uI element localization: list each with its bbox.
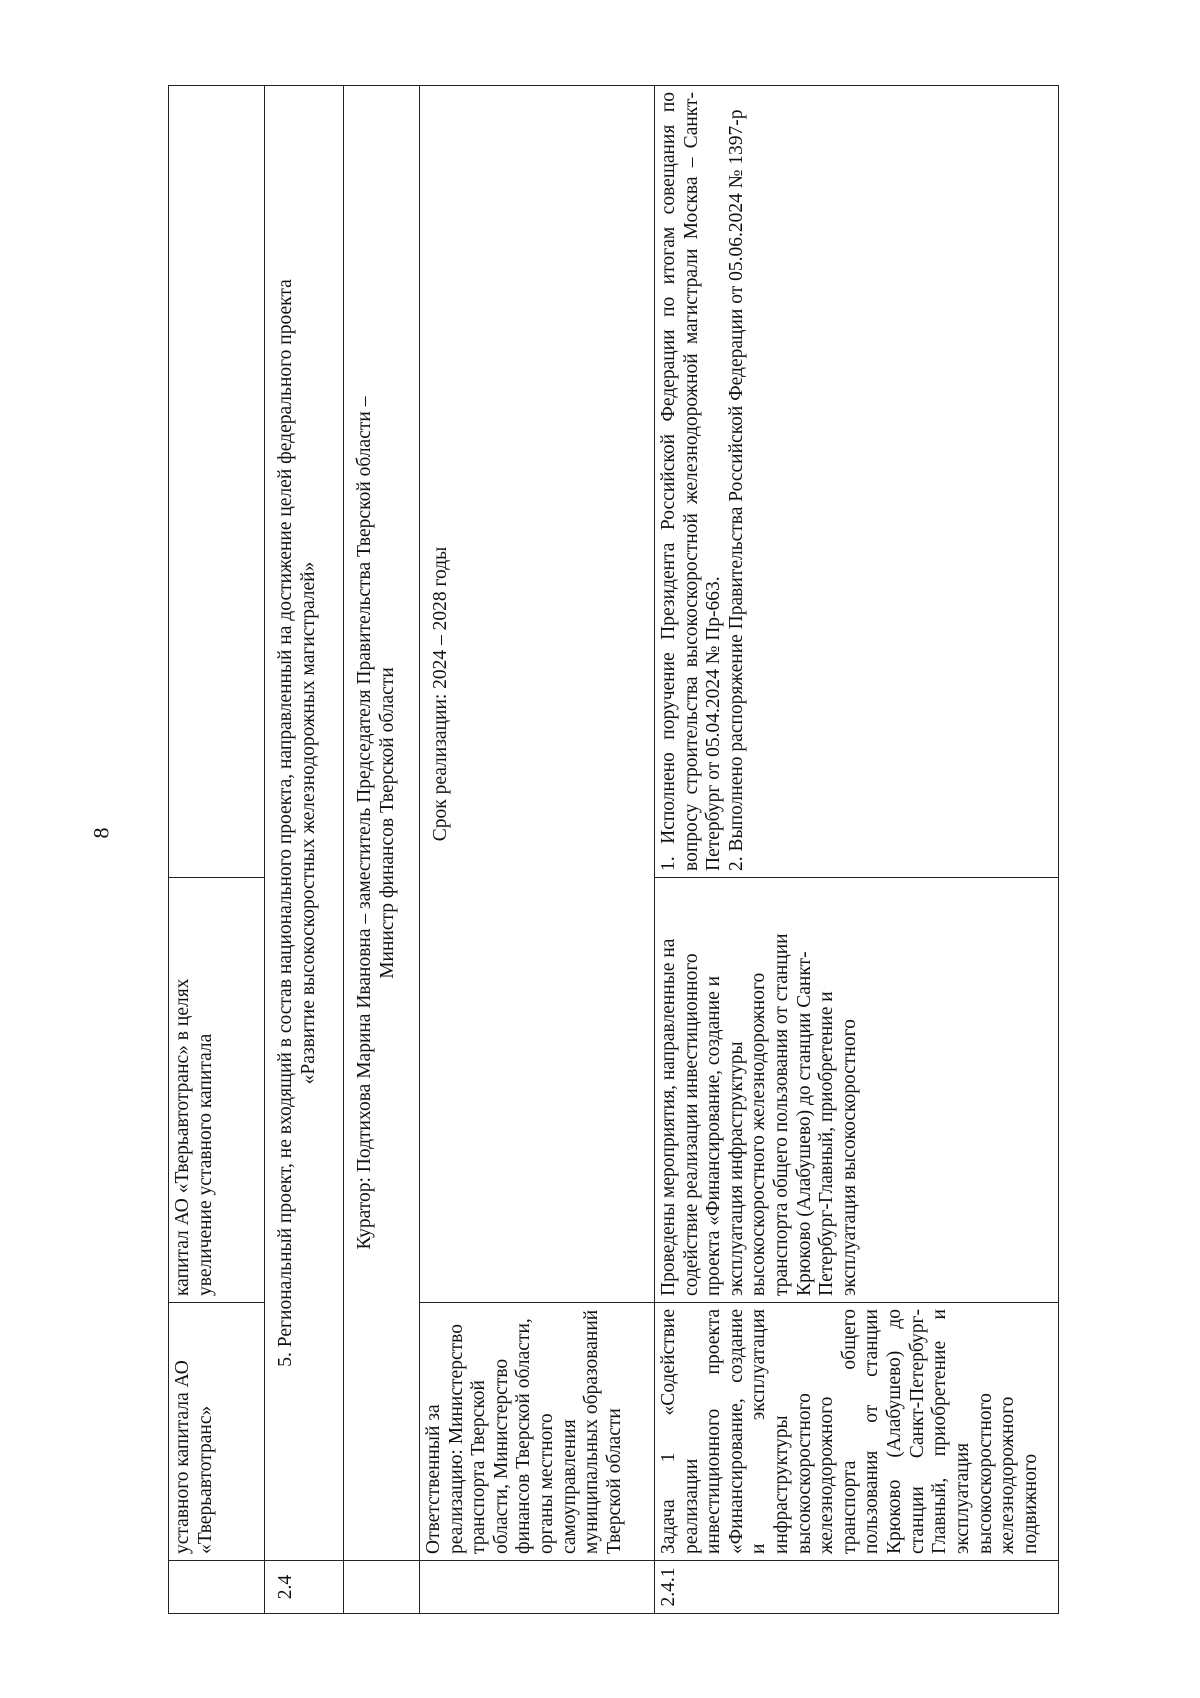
table-row xyxy=(420,85,655,1613)
section-title-line-2: «Развитие высокоскоростных железнодорожных магистралей» xyxy=(297,561,319,1085)
task-description: Задача 1 «Содействие реализации инвестиционного проекта «Финансирование, создание и эксплуатация инфраструктуры высокоскоростного железнодорожного транспорта общего пользования от станции Крюково (Алабушево) до станции Санкт-Петербург-Главный, приобретение и эксплуатация высокоскоростного железнодорожного подвижного xyxy=(655,1303,1059,1561)
section-number: 2.4 xyxy=(265,1561,344,1614)
curator-num-cell xyxy=(344,1561,420,1614)
task-result-2: 2. Выполнено распоряжение Правительства Российской Федерации от 05.06.2024 № 1397-р xyxy=(725,109,747,871)
table-row xyxy=(344,85,420,1613)
row1-cell-3 xyxy=(169,85,265,877)
table-row xyxy=(169,85,265,1613)
implementation-term: Срок реализации: 2024 – 2028 годы xyxy=(420,85,655,1302)
task-number: 2.4.1 xyxy=(655,1561,1059,1614)
page-number: 8 xyxy=(88,827,114,839)
task-events: Проведены мероприятия, направленные на содействие реализации инвестиционного проекта «Финансирование, создание и эксплуатация инфраструктуры высокоскоростного железнодорожного транспорта общего пользования от станции Крюково (Алабушево) до станции Санкт-Петербург-Главный, приобретение и эксплуатация высокоскоростного xyxy=(655,877,1059,1302)
responsible-num-cell xyxy=(420,1561,655,1614)
curator xyxy=(344,85,420,1560)
project-table xyxy=(168,85,1059,1614)
table-row xyxy=(265,85,344,1613)
row1-cell-1: уставного капитала АО «Тверьавтотранс» xyxy=(169,1303,265,1561)
row1-num-cell xyxy=(169,1561,265,1614)
responsible: Ответственный за реализацию: Министерство транспорта Тверской области, Министерство финансов Тверской области, органы местного самоуправления муниципальных образований Тверской области xyxy=(420,1303,655,1561)
rotated-table-wrapper xyxy=(168,86,1058,1614)
table-row xyxy=(655,85,1059,1613)
curator-line-1: Куратор: Подтихова Марина Ивановна – заместитель Председателя Правительства Тверской области – xyxy=(354,396,375,1250)
curator-line-2: Министр финансов Тверской области xyxy=(376,667,398,979)
row1-cell-2: капитал АО «Тверьавтотранс» в целях увеличение уставного капитала xyxy=(169,877,265,1302)
section-title-line-1: 5. Региональный проект, не входящий в состав национального проекта, направленный на достижение целей федерального проекта xyxy=(275,279,296,1367)
task-result-1: 1. Исполнено поручение Президента Российской Федерации по итогам совещания по вопросу строительства высокоскоростной железнодорожной магистрали Москва – Санкт-Петербург от 05.04.2024 № Пр-663. xyxy=(658,91,725,871)
section-title xyxy=(265,85,344,1560)
task-results xyxy=(655,85,1059,877)
